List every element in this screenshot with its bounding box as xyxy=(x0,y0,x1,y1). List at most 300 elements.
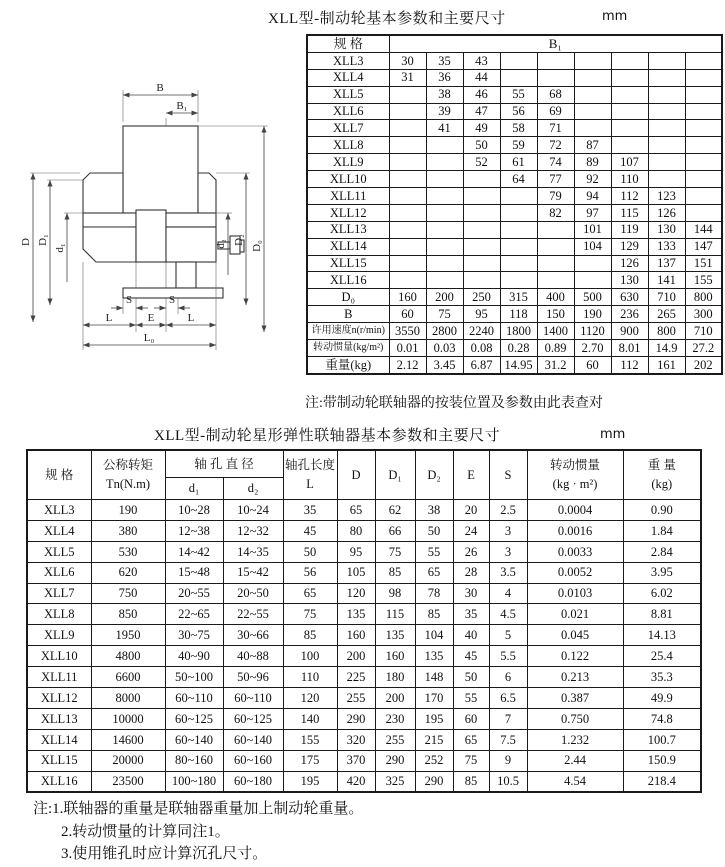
table-cell: 60~160 xyxy=(223,750,283,771)
table-cell: 5.5 xyxy=(489,646,527,667)
table2-notes xyxy=(33,798,363,866)
table-cell: 4800 xyxy=(91,646,165,667)
table-cell: 175 xyxy=(283,750,337,771)
table-cell: 135 xyxy=(337,604,375,625)
row-label: XLL10 xyxy=(27,646,91,667)
table-cell: 4 xyxy=(489,583,527,604)
table-cell: 0.03 xyxy=(426,340,463,357)
table-cell: 45 xyxy=(453,646,489,667)
table-cell xyxy=(611,137,648,154)
table-cell: 30 xyxy=(389,52,426,69)
table-cell: 27.2 xyxy=(685,340,722,357)
table-cell: 0.0052 xyxy=(527,562,623,583)
note-line-3: 3.使用锥孔时应计算沉孔尺寸。 xyxy=(61,846,268,862)
table-cell: 23500 xyxy=(91,771,165,792)
col-header-weight-line2: (kg) xyxy=(651,477,673,491)
row-label: XLL9 xyxy=(27,625,91,646)
table-cell: 151 xyxy=(685,255,722,272)
table-cell xyxy=(389,272,426,289)
table-row xyxy=(27,500,701,521)
table-cell: 50 xyxy=(415,520,453,541)
table-cell: 95 xyxy=(337,541,375,562)
table-cell: 0.0103 xyxy=(527,583,623,604)
dim-label-S-left: S xyxy=(125,294,133,306)
table-row xyxy=(27,604,701,625)
table-cell: 15~48 xyxy=(165,562,223,583)
table-cell: 218.4 xyxy=(623,771,701,792)
table-cell: 230 xyxy=(375,708,415,729)
table-cell xyxy=(500,272,537,289)
table-cell xyxy=(389,86,426,103)
row-label: XLL10 xyxy=(307,171,389,188)
table-cell xyxy=(685,120,722,137)
table-cell: 0.021 xyxy=(527,604,623,625)
table-row xyxy=(307,69,722,86)
row-label: XLL16 xyxy=(27,771,91,792)
dim-label-E: E xyxy=(147,312,155,324)
note-line-1: 注:1.联轴器的重量是联轴器重量加上制动轮重量。 xyxy=(33,801,364,817)
col-header-E: E xyxy=(453,450,489,500)
table-cell: 1.84 xyxy=(623,520,701,541)
table-cell xyxy=(389,154,426,171)
table-cell: 6.5 xyxy=(489,688,527,709)
table-cell: 75 xyxy=(375,541,415,562)
row-label: XLL4 xyxy=(27,520,91,541)
table-row xyxy=(307,86,722,103)
table-cell: 80~160 xyxy=(165,750,223,771)
col-header-weight-line1: 重 量 xyxy=(647,457,676,472)
table-cell: 1.232 xyxy=(527,729,623,750)
table-cell xyxy=(389,238,426,255)
table-cell: 24 xyxy=(453,520,489,541)
table-cell: 55 xyxy=(453,688,489,709)
table-cell: 2.70 xyxy=(574,340,611,357)
table-cell: 10~24 xyxy=(223,500,283,521)
dim-label-D2: D₂ xyxy=(233,234,245,246)
col-header-torque xyxy=(91,450,165,500)
table-cell: 0.0004 xyxy=(527,500,623,521)
table-cell: 35 xyxy=(453,604,489,625)
table-row xyxy=(307,306,722,323)
table-cell xyxy=(426,255,463,272)
row-label: XLL14 xyxy=(307,238,389,255)
table-cell: 107 xyxy=(611,154,648,171)
dim-label-D: D xyxy=(20,238,32,246)
table-cell xyxy=(685,52,722,69)
table-cell: 12~38 xyxy=(165,520,223,541)
table-cell: 144 xyxy=(685,221,722,238)
table-cell: 14600 xyxy=(91,729,165,750)
col-header-torque-line1: 公称转矩 xyxy=(102,457,153,472)
table-cell xyxy=(500,204,537,221)
table-cell: 43 xyxy=(463,52,500,69)
table-cell xyxy=(537,272,574,289)
table-cell: 60 xyxy=(389,306,426,323)
table-cell: 225 xyxy=(337,667,375,688)
table-cell xyxy=(685,154,722,171)
table-cell: 320 xyxy=(337,729,375,750)
table-cell: 0.28 xyxy=(500,340,537,357)
col-header-bore-len-line2: L xyxy=(306,477,314,491)
table-cell: 141 xyxy=(648,272,685,289)
table-cell: 150 xyxy=(537,306,574,323)
table-cell: 14~42 xyxy=(165,541,223,562)
table-cell: 195 xyxy=(415,708,453,729)
table-cell xyxy=(574,272,611,289)
table2-title: XLL型-制动轮星形弹性联轴器基本参数和主要尺寸 xyxy=(154,428,501,444)
table-cell: 75 xyxy=(453,750,489,771)
table-cell xyxy=(426,238,463,255)
table-cell: 120 xyxy=(283,688,337,709)
table-cell: 72 xyxy=(537,137,574,154)
table-row xyxy=(307,137,722,154)
table-row xyxy=(307,52,722,69)
table-cell: 850 xyxy=(91,604,165,625)
table-cell xyxy=(463,204,500,221)
row-label: XLL6 xyxy=(307,103,389,120)
row-label: XLL6 xyxy=(27,562,91,583)
row-label: XLL11 xyxy=(27,667,91,688)
table-cell: 129 xyxy=(611,238,648,255)
table-cell: 59 xyxy=(500,137,537,154)
row-label: XLL9 xyxy=(307,154,389,171)
table-cell: 60~110 xyxy=(223,688,283,709)
table-cell: 78 xyxy=(415,583,453,604)
col-header-S: S xyxy=(489,450,527,500)
table-cell: 315 xyxy=(500,289,537,306)
table-cell: 40 xyxy=(453,625,489,646)
table-row xyxy=(27,667,701,688)
table-cell: 380 xyxy=(91,520,165,541)
table-cell: 0.122 xyxy=(527,646,623,667)
table-cell: 420 xyxy=(337,771,375,792)
table-cell: 68 xyxy=(537,86,574,103)
table-cell: 26 xyxy=(453,541,489,562)
table-row xyxy=(307,356,722,373)
table-cell: 400 xyxy=(537,289,574,306)
table-row xyxy=(27,583,701,604)
table-cell: 160 xyxy=(337,625,375,646)
table-row xyxy=(307,204,722,221)
table-cell xyxy=(389,137,426,154)
table-cell: 92 xyxy=(574,171,611,188)
table-cell: 45 xyxy=(283,520,337,541)
table-cell: 14.9 xyxy=(648,340,685,357)
table-cell: 135 xyxy=(415,646,453,667)
col-header-d1: d₁ xyxy=(165,478,223,500)
table-cell xyxy=(537,238,574,255)
table-cell xyxy=(463,238,500,255)
table-cell: 20 xyxy=(453,500,489,521)
table-row xyxy=(307,238,722,255)
dim-label-L0: L₀ xyxy=(143,332,155,344)
table-cell: 620 xyxy=(91,562,165,583)
row-label: XLL3 xyxy=(307,52,389,69)
table-cell: 75 xyxy=(426,306,463,323)
table-cell: 236 xyxy=(611,306,648,323)
table-cell: 22~55 xyxy=(223,604,283,625)
table-cell: 14.95 xyxy=(500,356,537,373)
table-row xyxy=(307,340,722,357)
row-label: XLL7 xyxy=(27,583,91,604)
table-cell: 35 xyxy=(426,52,463,69)
table-cell: 38 xyxy=(426,86,463,103)
table-cell: 155 xyxy=(283,729,337,750)
table-cell: 160 xyxy=(389,289,426,306)
table-cell: 87 xyxy=(574,137,611,154)
left-hub-flange xyxy=(83,173,123,213)
table-cell: 77 xyxy=(537,171,574,188)
note-line-2: 2.转动惯量的计算同注1。 xyxy=(61,823,230,840)
table1-note: 注:带制动轮联轴器的按装位置及参数由此表查对 xyxy=(305,396,603,411)
row-label: XLL8 xyxy=(307,137,389,154)
table-cell: 7 xyxy=(489,708,527,729)
table-cell: 115 xyxy=(375,604,415,625)
table-cell: 94 xyxy=(574,188,611,205)
row-label: XLL16 xyxy=(307,272,389,289)
table-cell: 55 xyxy=(500,86,537,103)
table-cell: 710 xyxy=(685,323,722,340)
dim-label-D0: D₀ xyxy=(251,240,263,252)
row-label: XLL12 xyxy=(307,204,389,221)
table-cell: 0.213 xyxy=(527,667,623,688)
table1-unit: mm xyxy=(602,9,628,24)
row-label: XLL11 xyxy=(307,188,389,205)
row-label: XLL13 xyxy=(307,221,389,238)
table-cell: 112 xyxy=(611,356,648,373)
row-label: 许用速度n(r/min) xyxy=(307,323,389,340)
table-cell xyxy=(463,171,500,188)
table-cell: 135 xyxy=(375,625,415,646)
table-cell: 8.81 xyxy=(623,604,701,625)
table-cell: 290 xyxy=(337,708,375,729)
table-cell: 60 xyxy=(574,356,611,373)
row-label: XLL5 xyxy=(307,86,389,103)
table-row xyxy=(27,646,701,667)
table-cell: 800 xyxy=(685,289,722,306)
table-cell xyxy=(574,103,611,120)
table-cell xyxy=(574,52,611,69)
table-cell: 2.84 xyxy=(623,541,701,562)
table-cell xyxy=(648,69,685,86)
table-cell: 65 xyxy=(415,562,453,583)
table-cell: 40~88 xyxy=(223,646,283,667)
table-cell: 20~50 xyxy=(223,583,283,604)
elastic-element xyxy=(136,210,166,262)
table-cell xyxy=(389,188,426,205)
table-cell: 2240 xyxy=(463,323,500,340)
table-row xyxy=(307,289,722,306)
table-cell: 123 xyxy=(648,188,685,205)
table-cell: 147 xyxy=(685,238,722,255)
col-header-d2: d₂ xyxy=(223,478,283,500)
table-cell xyxy=(463,221,500,238)
table-row xyxy=(307,323,722,340)
table-row xyxy=(307,255,722,272)
table-cell xyxy=(648,86,685,103)
table-cell: 4.5 xyxy=(489,604,527,625)
table-cell: 255 xyxy=(337,688,375,709)
table-cell: 56 xyxy=(283,562,337,583)
table-row xyxy=(307,171,722,188)
brake-wheel-table xyxy=(306,34,723,375)
table-cell: 112 xyxy=(611,188,648,205)
row-label: XLL13 xyxy=(27,708,91,729)
table-cell: 50 xyxy=(463,137,500,154)
dim-label-d1: d₁ xyxy=(54,243,66,253)
table-cell: 79 xyxy=(537,188,574,205)
table-cell xyxy=(500,255,537,272)
dim-label-S-right: S xyxy=(168,294,176,306)
col-header-D: D xyxy=(337,450,375,500)
table-cell: 35 xyxy=(283,500,337,521)
table-cell: 50~96 xyxy=(223,667,283,688)
row-label: XLL5 xyxy=(27,541,91,562)
table-cell: 52 xyxy=(463,154,500,171)
table-cell: 1120 xyxy=(574,323,611,340)
col-header-D1: D₁ xyxy=(375,450,415,500)
table-cell: 46 xyxy=(463,86,500,103)
table-cell: 36 xyxy=(426,69,463,86)
table-cell: 35.3 xyxy=(623,667,701,688)
table-cell: 74 xyxy=(537,154,574,171)
table-row xyxy=(27,750,701,771)
table-cell: 0.387 xyxy=(527,688,623,709)
table-cell xyxy=(463,255,500,272)
table-cell xyxy=(574,86,611,103)
row-label: XLL12 xyxy=(27,688,91,709)
table-cell: 69 xyxy=(537,103,574,120)
table-cell: 9 xyxy=(489,750,527,771)
table-cell: 3 xyxy=(489,541,527,562)
table-row xyxy=(307,120,722,137)
table-cell: 31 xyxy=(389,69,426,86)
col-header-b1: B₁ xyxy=(389,35,722,52)
table-cell: 105 xyxy=(337,562,375,583)
table-cell: 44 xyxy=(463,69,500,86)
table-cell: 325 xyxy=(375,771,415,792)
table-cell: 161 xyxy=(648,356,685,373)
table-cell: 250 xyxy=(463,289,500,306)
table-cell: 60~110 xyxy=(165,688,223,709)
table-cell: 10~28 xyxy=(165,500,223,521)
table-cell: 0.0016 xyxy=(527,520,623,541)
table-cell xyxy=(426,171,463,188)
table-cell xyxy=(685,103,722,120)
col-header-spec: 规 格 xyxy=(307,35,389,52)
table-row xyxy=(27,688,701,709)
table-cell: 95 xyxy=(463,306,500,323)
table-cell: 60~140 xyxy=(165,729,223,750)
table-cell xyxy=(648,103,685,120)
table-cell: 2800 xyxy=(426,323,463,340)
table-cell xyxy=(574,120,611,137)
table-cell: 6 xyxy=(489,667,527,688)
table-row xyxy=(27,562,701,583)
table-cell: 630 xyxy=(611,289,648,306)
table-cell: 50 xyxy=(453,667,489,688)
table-cell: 40~90 xyxy=(165,646,223,667)
table-cell: 120 xyxy=(337,583,375,604)
col-header-spec: 规 格 xyxy=(27,450,91,500)
table-cell: 100.7 xyxy=(623,729,701,750)
table-cell xyxy=(648,52,685,69)
col-header-bore-len-line1: 轴孔长度 xyxy=(285,457,336,472)
table-cell: 8000 xyxy=(91,688,165,709)
table-cell: 126 xyxy=(611,255,648,272)
table-cell: 61 xyxy=(500,154,537,171)
col-header-inertia-line2: (kg · m²) xyxy=(552,477,598,491)
table-cell: 3550 xyxy=(389,323,426,340)
table-row xyxy=(27,541,701,562)
table-cell xyxy=(648,120,685,137)
table-cell: 0.750 xyxy=(527,708,623,729)
table-cell: 25.4 xyxy=(623,646,701,667)
table-cell xyxy=(389,221,426,238)
left-bore xyxy=(83,213,136,227)
table-cell: 1950 xyxy=(91,625,165,646)
row-label: 重量(kg) xyxy=(307,356,389,373)
table-cell: 66 xyxy=(375,520,415,541)
table-cell: 6.87 xyxy=(463,356,500,373)
table-cell: 500 xyxy=(574,289,611,306)
table-cell xyxy=(389,171,426,188)
table-cell: 22~65 xyxy=(165,604,223,625)
table-cell xyxy=(685,86,722,103)
table-cell: 60~125 xyxy=(165,708,223,729)
table-cell: 265 xyxy=(648,306,685,323)
table-cell: 190 xyxy=(574,306,611,323)
table-cell: 3.5 xyxy=(489,562,527,583)
right-hub-section xyxy=(166,227,216,262)
table-cell xyxy=(685,69,722,86)
table-cell xyxy=(537,255,574,272)
table-cell xyxy=(389,103,426,120)
table-cell: 202 xyxy=(685,356,722,373)
table-cell: 155 xyxy=(685,272,722,289)
table-cell: 55 xyxy=(415,541,453,562)
table-cell: 28 xyxy=(453,562,489,583)
table-row xyxy=(27,729,701,750)
table-header-row xyxy=(307,35,722,52)
table-cell: 370 xyxy=(337,750,375,771)
table-cell: 160 xyxy=(375,646,415,667)
table-row xyxy=(27,625,701,646)
row-label: XLL8 xyxy=(27,604,91,625)
table-cell: 118 xyxy=(500,306,537,323)
table-cell: 10000 xyxy=(91,708,165,729)
table-cell: 115 xyxy=(611,204,648,221)
table-cell: 60 xyxy=(453,708,489,729)
table-cell: 50 xyxy=(283,541,337,562)
col-header-inertia xyxy=(527,450,623,500)
table-cell: 110 xyxy=(283,667,337,688)
table-cell xyxy=(648,171,685,188)
table-cell xyxy=(426,221,463,238)
table-cell: 12~32 xyxy=(223,520,283,541)
col-header-weight xyxy=(623,450,701,500)
table-cell: 85 xyxy=(415,604,453,625)
table-cell: 200 xyxy=(337,646,375,667)
table-cell: 190 xyxy=(91,500,165,521)
table-cell: 119 xyxy=(611,221,648,238)
table-cell xyxy=(426,204,463,221)
table-cell xyxy=(500,188,537,205)
table-cell xyxy=(389,204,426,221)
table-row xyxy=(307,188,722,205)
table-cell xyxy=(611,69,648,86)
table-cell: 200 xyxy=(426,289,463,306)
